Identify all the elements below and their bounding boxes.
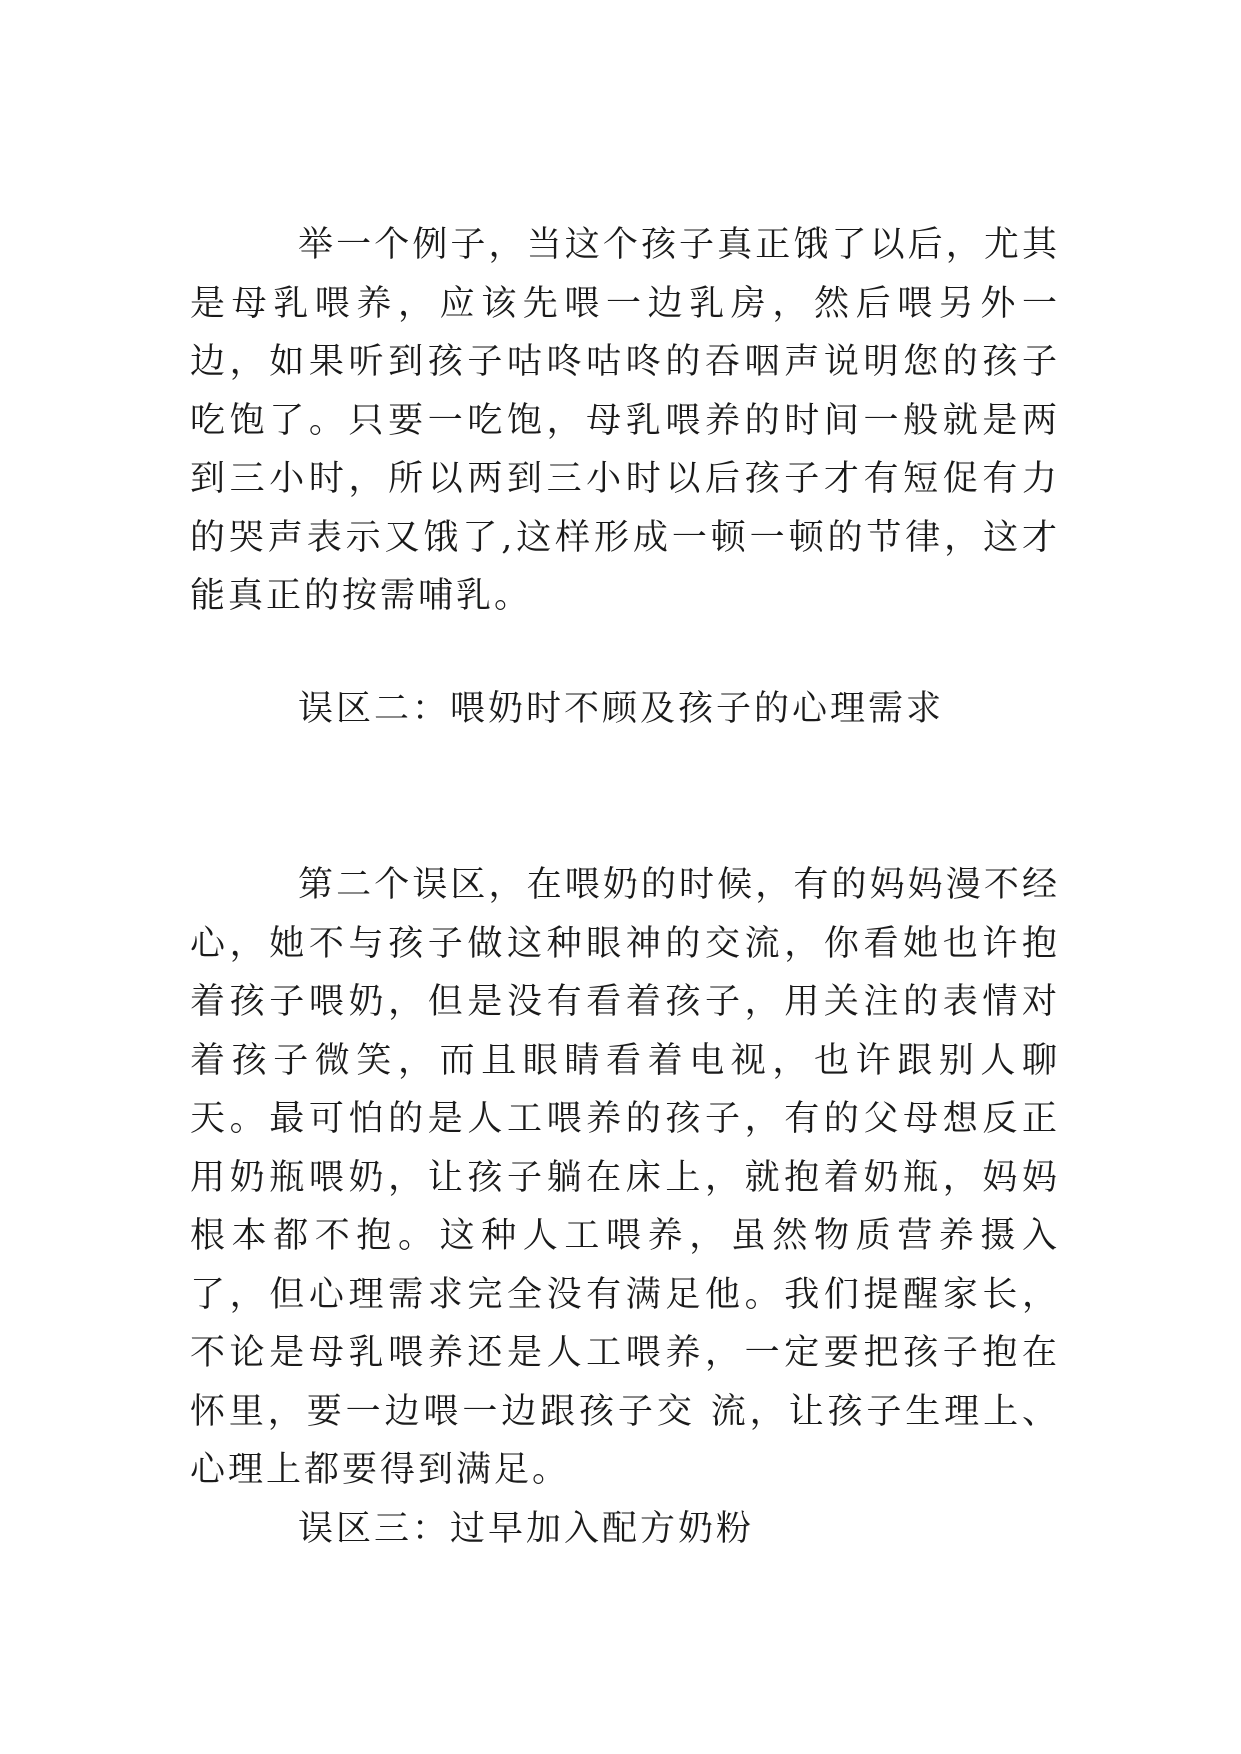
section-heading-mistake-three: 误区三：过早加入配方奶粉 — [298, 1509, 755, 1549]
paragraph-mistake-two-detail: 第二个误区，在喂奶的时候，有的妈妈漫不经心，她不与孩子做这种眼神的交流，你看她也许抱着孩子喂奶，但是没有看着孩子，用关注的表情对着孩子微笑，而且眼睛看着电视，也许跟别人聊天。最可怕的是人工喂养的孩子，有的父母想反正用奶瓶喂奶，让孩子躺在床上，就抱着奶瓶，妈妈根本都不抱。这种人工喂养，虽然物质营养摄入了，但心理需求完全没有满足他。我们提醒家长，不论是母乳喂养还是人工喂养，一定要把孩子抱在怀里，要一边喂一边跟孩子交 流，让孩子生理上、心理上都要得到满足。 — [190, 865, 1060, 1490]
paragraph-feeding-example: 举一个例子，当这个孩子真正饿了以后，尤其是母乳喂养，应该先喂一边乳房，然后喂另外一边，如果听到孩子咕咚咕咚的吞咽声说明您的孩子吃饱了。只要一吃饱，母乳喂养的时间一般就是两到三小时，所以两到三小时以后孩子才有短促有力的哭声表示又饿了,这样形成一顿一顿的节律，这才能真正的按需哺乳。 — [190, 225, 1060, 616]
section-heading-mistake-two: 误区二：喂奶时不顾及孩子的心理需求 — [298, 689, 945, 729]
